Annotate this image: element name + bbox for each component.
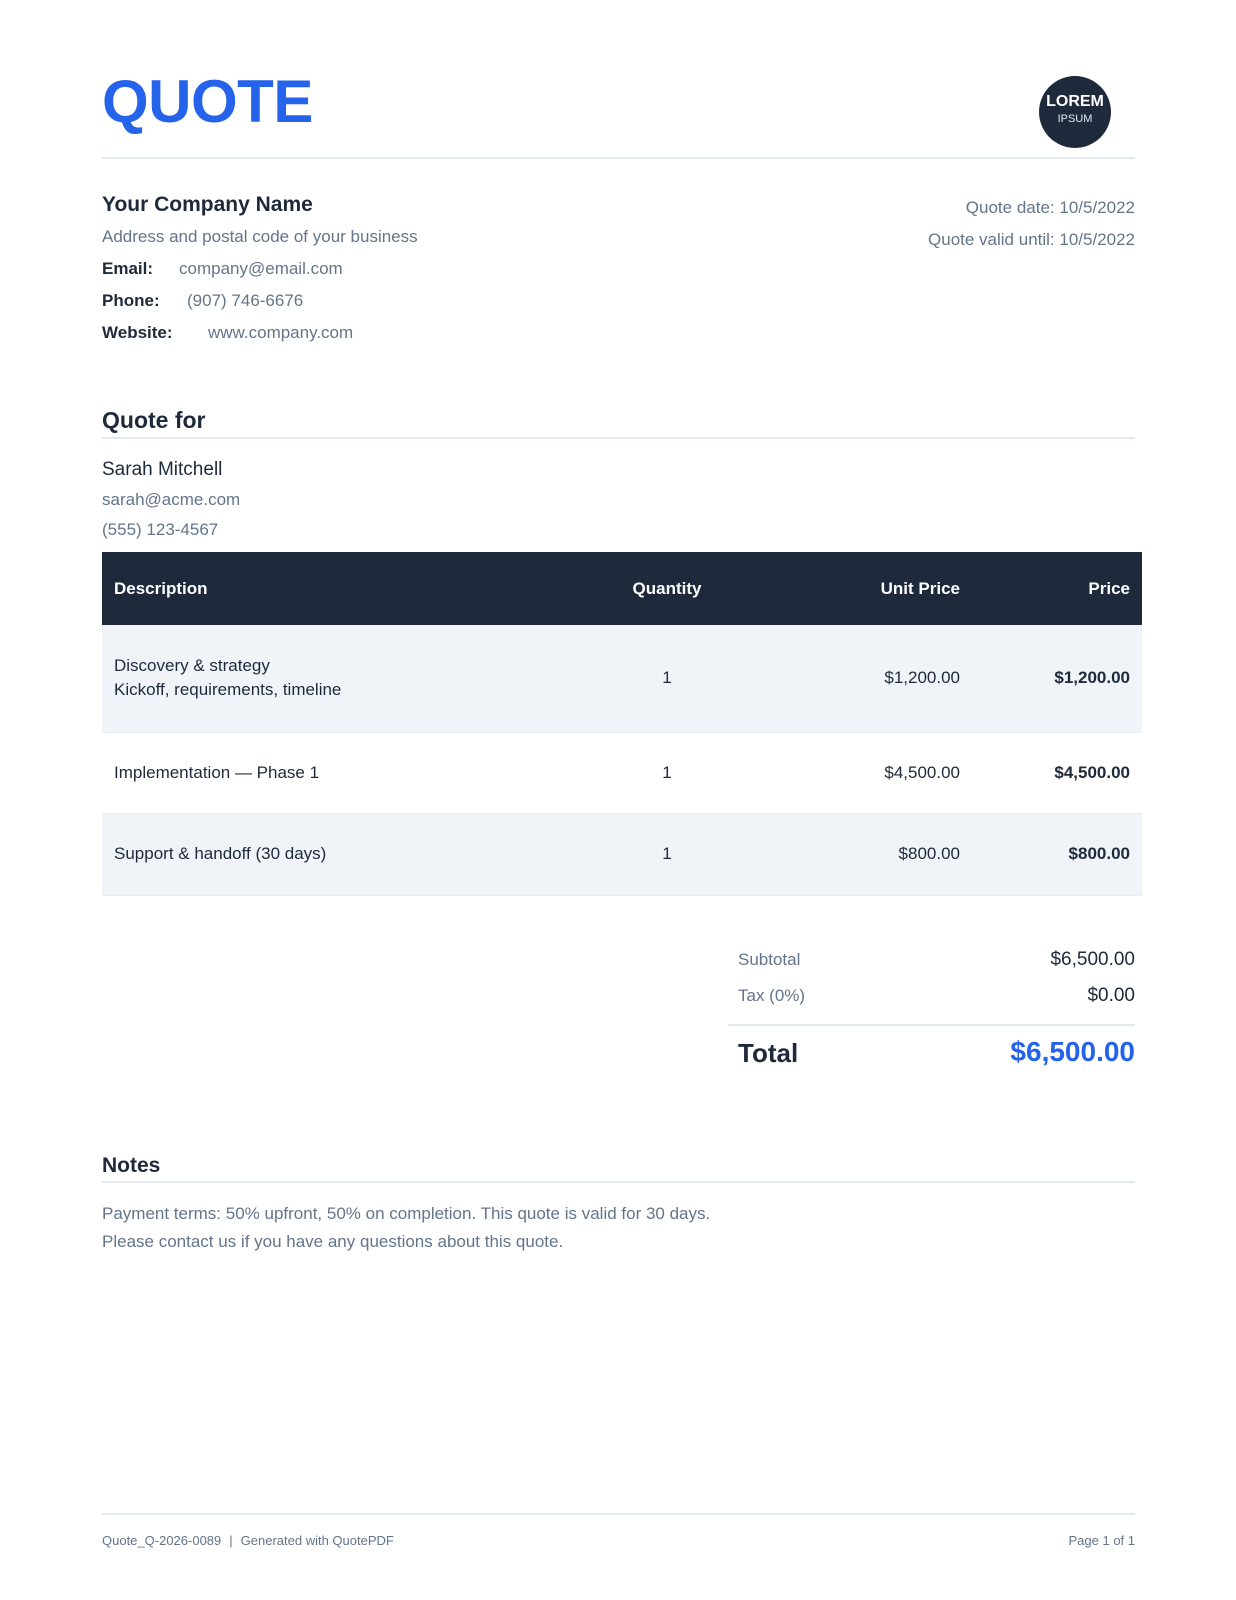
company-info <box>102 192 702 344</box>
item-quantity: 1 <box>572 813 762 895</box>
subtotal-row <box>728 948 1135 984</box>
company-address: Address and postal code of your business <box>102 227 418 246</box>
table-row <box>102 813 1142 895</box>
company-name: Your Company Name <box>102 193 313 216</box>
item-price: $1,200.00 <box>972 625 1142 732</box>
client-name: Sarah Mitchell <box>102 459 223 480</box>
totals-summary <box>728 948 1135 1086</box>
item-detail: Kickoff, requirements, timeline <box>114 680 342 700</box>
item-quantity: 1 <box>572 732 762 813</box>
item-description: Implementation — Phase 1 <box>102 732 572 813</box>
item-unit-price: $4,500.00 <box>762 732 972 813</box>
tax-row <box>728 984 1135 1020</box>
item-price: $800.00 <box>972 813 1142 895</box>
company-phone-row <box>102 290 702 312</box>
header-divider <box>102 157 1135 159</box>
item-description: Support & handoff (30 days) <box>102 813 572 895</box>
client-info <box>102 458 240 541</box>
column-header-unit-price: Unit Price <box>762 552 972 625</box>
table-header-row <box>102 552 1142 625</box>
phone-label: Phone: <box>102 291 160 310</box>
column-header-description: Description <box>102 552 572 625</box>
website-label: Website: <box>102 323 173 342</box>
footer-info <box>102 1533 394 1548</box>
company-website: www.company.com <box>208 323 354 342</box>
quote-date: Quote date: 10/5/2022 <box>965 198 1135 217</box>
notes-body <box>102 1200 710 1256</box>
column-header-quantity: Quantity <box>572 552 762 625</box>
totals-divider <box>728 1024 1135 1026</box>
total-label: Total <box>738 1038 799 1068</box>
table-row <box>102 732 1142 813</box>
subtotal-value: $6,500.00 <box>1050 949 1135 970</box>
footer-separator: | <box>229 1533 233 1548</box>
notes-line: Payment terms: 50% upfront, 50% on completion. This quote is valid for 30 days. <box>102 1204 711 1223</box>
notes-line: Please contact us if you have any questions about this quote. <box>102 1232 564 1251</box>
email-label: Email: <box>102 259 154 278</box>
company-website-row <box>102 322 702 344</box>
tax-value: $0.00 <box>1087 985 1135 1006</box>
notes-divider <box>102 1181 1135 1183</box>
document-header <box>102 66 1135 158</box>
quote-page <box>102 0 1135 1600</box>
column-header-price: Price <box>972 552 1142 625</box>
item-unit-price: $800.00 <box>762 813 972 895</box>
footer-generator: Generated with QuotePDF <box>240 1533 394 1548</box>
line-items-table <box>102 552 1142 896</box>
tax-label: Tax (0%) <box>738 986 806 1005</box>
footer-divider <box>102 1513 1135 1515</box>
company-logo <box>1039 76 1111 148</box>
item-price: $4,500.00 <box>972 732 1142 813</box>
document-title: QUOTE <box>102 68 313 135</box>
total-row <box>728 1036 1135 1086</box>
quote-valid-until: Quote valid until: 10/5/2022 <box>928 230 1135 249</box>
subtotal-label: Subtotal <box>738 950 801 969</box>
table-row <box>102 625 1142 732</box>
company-phone: (907) 746-6676 <box>187 291 304 310</box>
quote-for-heading: Quote for <box>102 407 206 433</box>
company-email: company@email.com <box>179 259 343 278</box>
item-unit-price: $1,200.00 <box>762 625 972 732</box>
item-description-cell <box>102 625 572 732</box>
page-number: Page 1 of 1 <box>1068 1533 1135 1548</box>
client-email: sarah@acme.com <box>102 490 241 509</box>
total-value: $6,500.00 <box>1010 1036 1135 1067</box>
logo-text-secondary: IPSUM <box>1057 113 1093 125</box>
item-description: Discovery & strategy <box>114 656 270 676</box>
footer-filename: Quote_Q-2026-0089 <box>102 1533 222 1548</box>
quote-for-divider <box>102 437 1135 439</box>
quote-dates <box>928 197 1135 251</box>
item-quantity: 1 <box>572 625 762 732</box>
logo-text-primary: LOREM <box>1046 93 1104 110</box>
company-email-row <box>102 258 702 280</box>
notes-heading: Notes <box>102 1154 161 1177</box>
client-phone: (555) 123-4567 <box>102 520 219 539</box>
